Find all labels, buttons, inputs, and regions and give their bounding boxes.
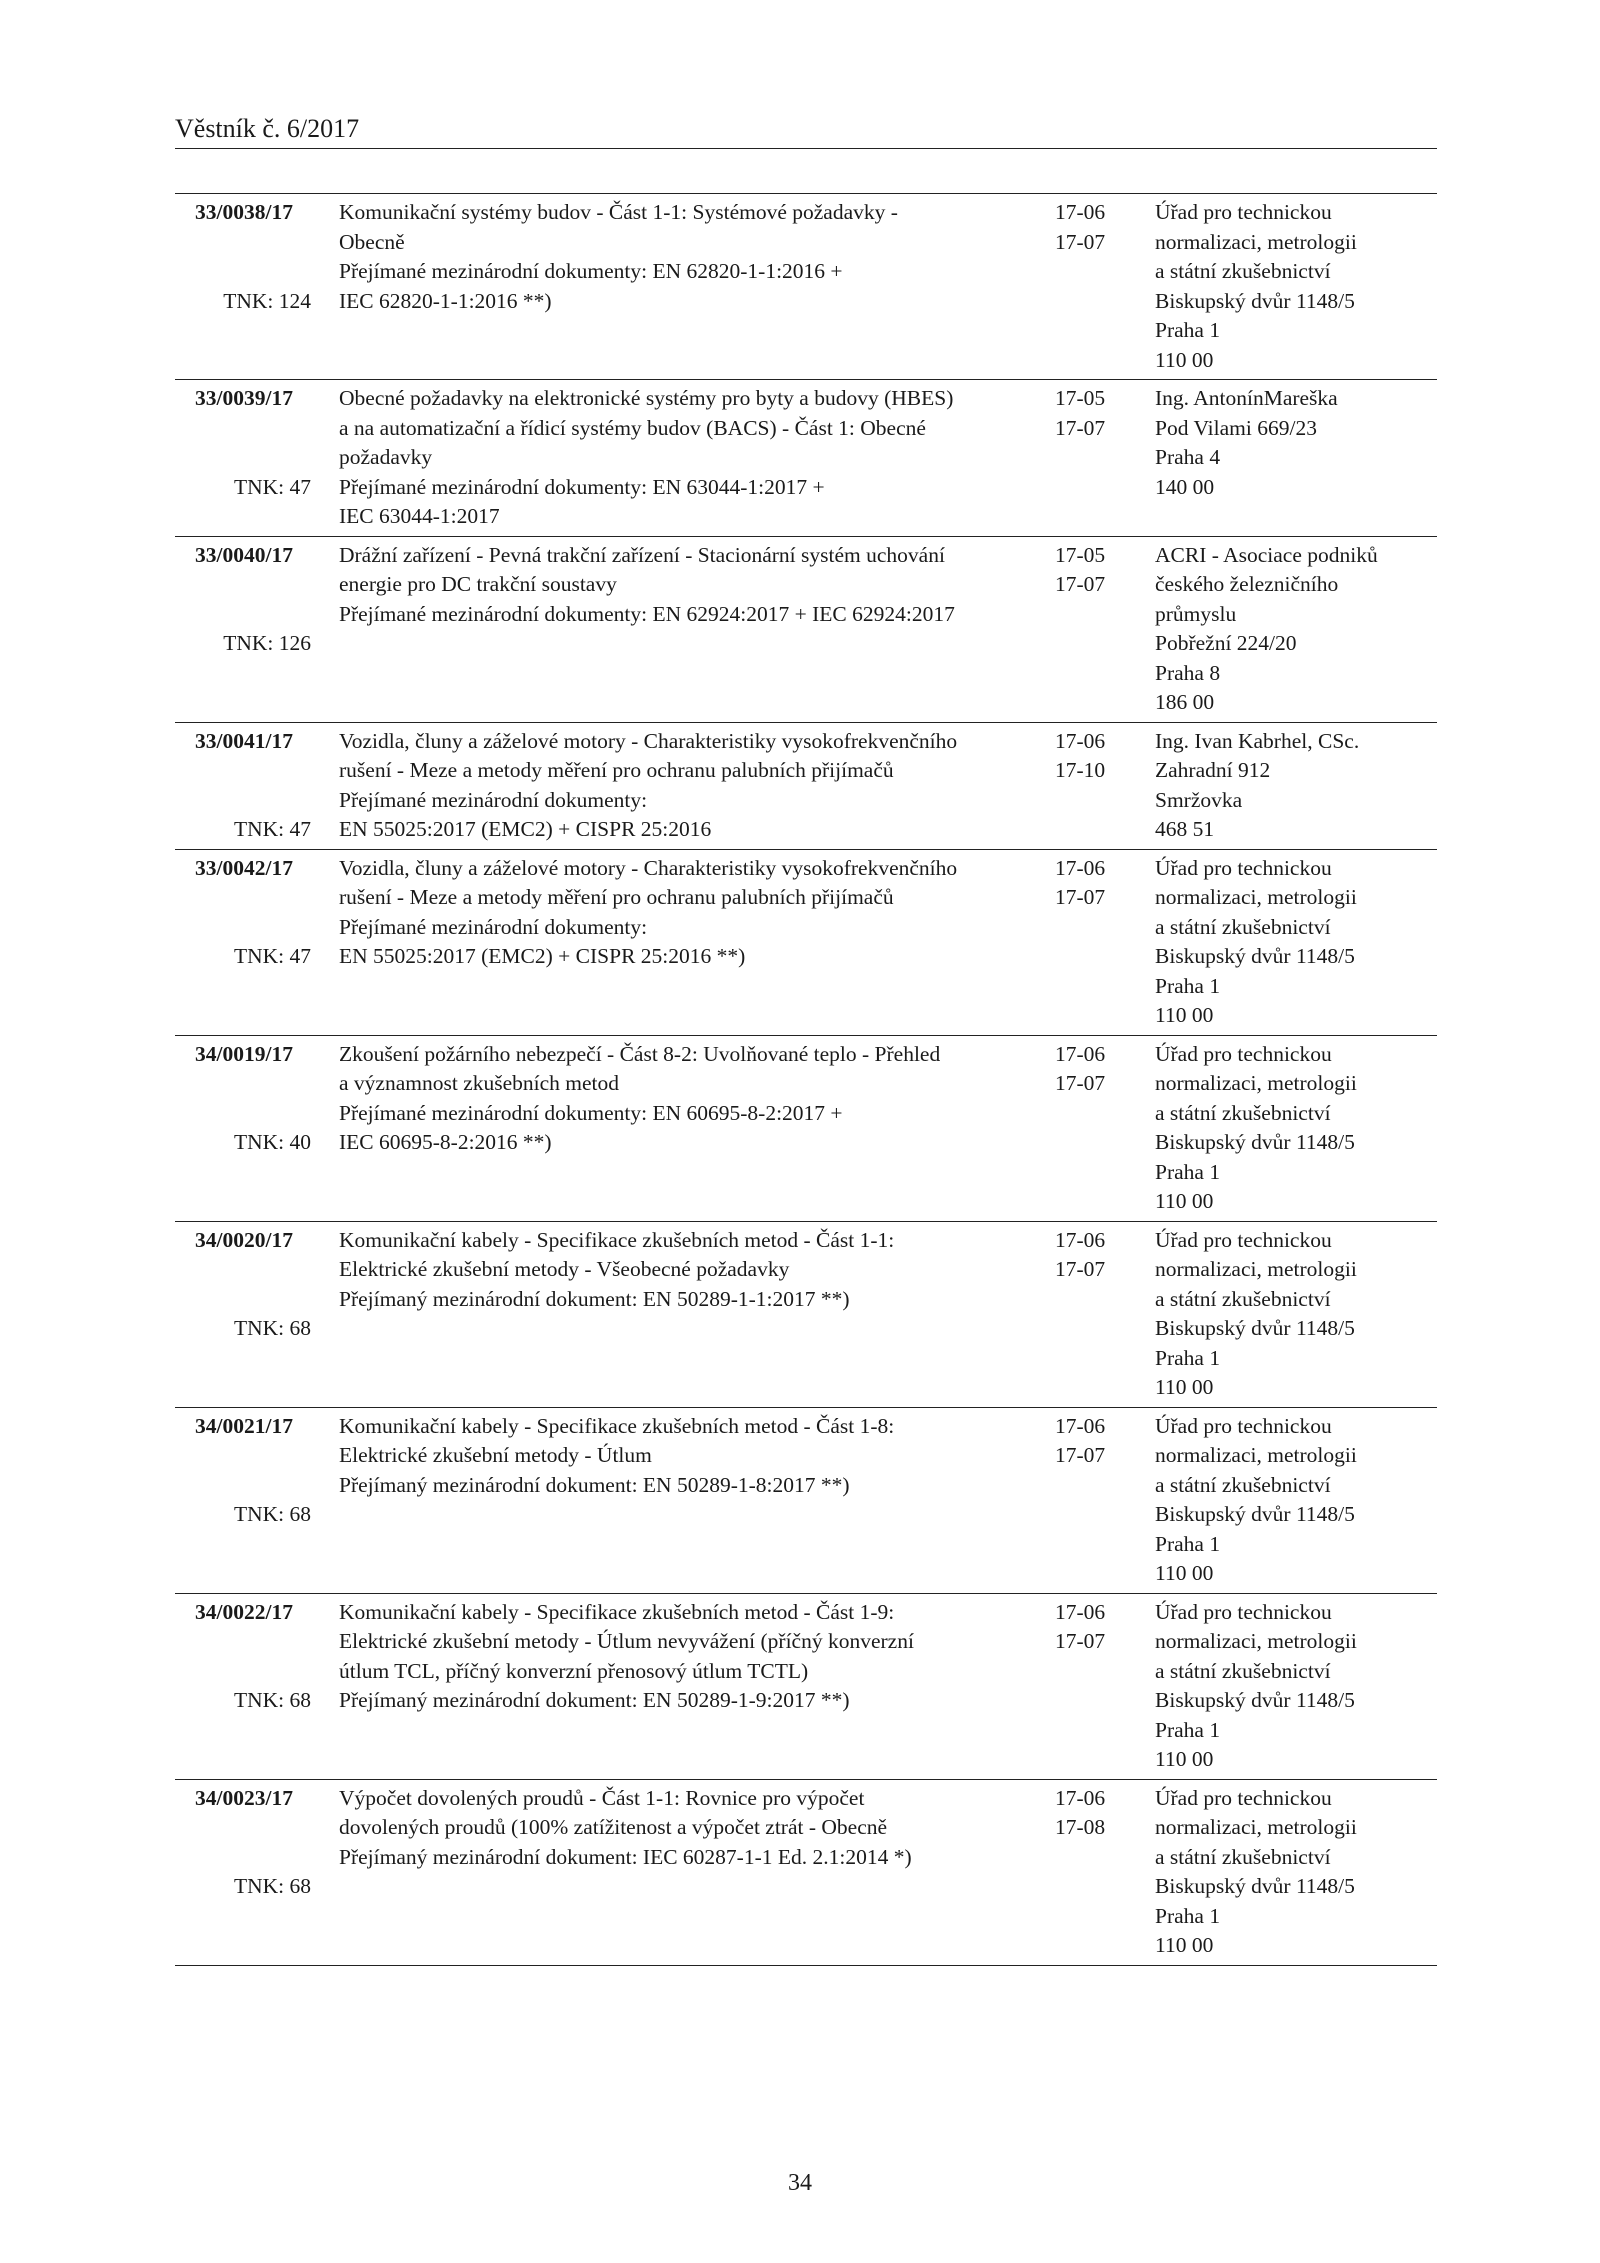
tnk-label: TNK: 47 <box>233 817 311 841</box>
organization-line: Zahradní 912 <box>1155 758 1271 782</box>
organization-line: Úřad pro technickou <box>1155 855 1332 880</box>
organization-line: Úřad pro technickou <box>1155 1227 1332 1252</box>
organization-line: Pod Vilami 669/23 <box>1155 415 1317 440</box>
table-row <box>175 537 1437 723</box>
title-line: Výpočet dovolených proudů - Část 1-1: Rovnice pro výpočet <box>339 1785 865 1810</box>
title-line: Elektrické zkušební metody - Útlum nevyvážení (příčný konverzní <box>339 1629 914 1653</box>
entry-dates-cell <box>1055 727 1155 845</box>
entry-id-cell <box>175 854 325 1031</box>
entry-number: 34/0023/17 <box>195 1785 293 1810</box>
entry-id-cell <box>175 1598 325 1775</box>
organization-line: 110 00 <box>1155 1561 1214 1585</box>
entry-id-cell <box>175 1784 325 1961</box>
table-row <box>175 723 1437 850</box>
organization-line: normalizaci, metrologii <box>1155 1257 1357 1281</box>
entry-title-cell <box>325 384 1055 532</box>
organization-line: 110 00 <box>1155 1933 1214 1957</box>
tnk-label: TNK: 68 <box>233 1688 311 1712</box>
date-line: 17-05 <box>1055 542 1106 567</box>
entry-organization-cell <box>1155 1040 1437 1217</box>
entry-organization-cell <box>1155 384 1437 532</box>
title-line: Přejímané mezinárodní dokumenty: <box>339 787 648 812</box>
tnk-label: TNK: 40 <box>233 1130 311 1154</box>
date-line: 17-07 <box>1055 572 1106 596</box>
tnk-label: TNK: 68 <box>233 1874 311 1898</box>
organization-line: Biskupský dvůr 1148/5 <box>1155 944 1355 968</box>
organization-line: a státní zkušebnictví <box>1155 1472 1331 1497</box>
title-line: Vozidla, čluny a záželové motory - Charakteristiky vysokofrekvenčního <box>339 855 958 880</box>
standards-table <box>175 193 1437 1966</box>
title-line: a na automatizační a řídicí systémy budov (BACS) - Část 1: Obecné <box>339 415 926 440</box>
title-line: Přejímané mezinárodní dokumenty: EN 63044-1:2017 + <box>339 474 825 499</box>
organization-line: Ing. AntonínMareška <box>1155 386 1338 410</box>
organization-line: Praha 1 <box>1155 1903 1221 1928</box>
title-line: Drážní zařízení - Pevná trakční zařízení - Stacionární systém uchování <box>339 542 945 567</box>
date-line: 17-07 <box>1055 1071 1106 1095</box>
title-line: rušení - Meze a metody měření pro ochranu palubních přijímačů <box>339 885 894 909</box>
table-row <box>175 1036 1437 1222</box>
date-line: 17-07 <box>1055 229 1106 254</box>
organization-line: průmyslu <box>1155 601 1237 626</box>
tnk-label: TNK: 124 <box>223 288 311 313</box>
organization-line: a státní zkušebnictví <box>1155 1844 1331 1869</box>
entry-dates-cell <box>1055 1226 1155 1403</box>
title-line: Přejímaný mezinárodní dokument: EN 50289-1-9:2017 **) <box>339 1688 850 1712</box>
entry-number: 33/0042/17 <box>195 855 293 880</box>
organization-line: českého železničního <box>1155 572 1339 596</box>
spacer <box>195 414 325 444</box>
entry-id-cell <box>175 1040 325 1217</box>
title-line: Přejímané mezinárodní dokumenty: EN 62820-1-1:2016 + <box>339 259 843 283</box>
title-line: Přejímaný mezinárodní dokument: EN 50289-1-1:2017 **) <box>339 1286 850 1311</box>
organization-line: 110 00 <box>1155 1375 1214 1399</box>
spacer <box>195 1255 325 1285</box>
organization-line: 110 00 <box>1155 1189 1214 1213</box>
organization-line: Biskupský dvůr 1148/5 <box>1155 1874 1355 1898</box>
organization-line: Úřad pro technickou <box>1155 200 1332 224</box>
organization-line: 468 51 <box>1155 817 1215 841</box>
entry-title-cell <box>325 1598 1055 1775</box>
title-line: Elektrické zkušební metody - Všeobecné požadavky <box>339 1257 790 1281</box>
spacer <box>195 600 325 630</box>
organization-line: Praha 1 <box>1155 1531 1221 1556</box>
organization-line: 140 00 <box>1155 474 1215 499</box>
page-header <box>175 112 1437 149</box>
organization-line: Ing. Ivan Kabrhel, CSc. <box>1155 728 1360 753</box>
spacer <box>195 570 325 600</box>
entry-title-cell <box>325 1226 1055 1403</box>
spacer <box>195 228 325 258</box>
date-line: 17-06 <box>1055 1413 1106 1438</box>
organization-line: normalizaci, metrologii <box>1155 1443 1357 1467</box>
title-line: dovolených proudů (100% zatížitenost a výpočet ztrát - Obecně <box>339 1815 888 1839</box>
entry-organization-cell <box>1155 1226 1437 1403</box>
date-line: 17-06 <box>1055 855 1106 880</box>
title-line: Zkoušení požárního nebezpečí - Část 8-2: Uvolňované teplo - Přehled <box>339 1041 941 1066</box>
organization-line: a státní zkušebnictví <box>1155 1286 1331 1311</box>
entry-organization-cell <box>1155 198 1437 375</box>
spacer <box>195 883 325 913</box>
title-line: a významnost zkušebních metod <box>339 1071 620 1095</box>
organization-line: normalizaci, metrologii <box>1155 1815 1357 1839</box>
organization-line: Praha 1 <box>1155 1717 1221 1742</box>
title-line: EN 55025:2017 (EMC2) + CISPR 25:2016 <box>339 817 712 841</box>
organization-line: a státní zkušebnictví <box>1155 259 1331 283</box>
title-line: Vozidla, čluny a záželové motory - Charakteristiky vysokofrekvenčního <box>339 728 958 753</box>
tnk-label: TNK: 68 <box>233 1502 311 1526</box>
title-line: energie pro DC trakční soustavy <box>339 572 617 596</box>
organization-line: Úřad pro technickou <box>1155 1599 1332 1624</box>
table-row <box>175 1408 1437 1594</box>
entry-number: 34/0019/17 <box>195 1041 293 1066</box>
organization-line: Úřad pro technickou <box>1155 1041 1332 1066</box>
spacer <box>195 1627 325 1657</box>
title-line: Komunikační kabely - Specifikace zkušebních metod - Část 1-8: <box>339 1413 895 1438</box>
entry-number: 33/0039/17 <box>195 386 293 410</box>
title-line: Přejímané mezinárodní dokumenty: EN 60695-8-2:2017 + <box>339 1100 843 1125</box>
date-line: 17-05 <box>1055 386 1106 410</box>
entry-organization-cell <box>1155 1598 1437 1775</box>
date-line: 17-07 <box>1055 885 1106 909</box>
entry-organization-cell <box>1155 727 1437 845</box>
spacer <box>195 1657 325 1687</box>
organization-line: Úřad pro technickou <box>1155 1413 1332 1438</box>
title-line: Přejímaný mezinárodní dokument: IEC 60287-1-1 Ed. 2.1:2014 *) <box>339 1844 912 1869</box>
spacer <box>195 1843 325 1873</box>
title-line: IEC 63044-1:2017 <box>339 504 500 528</box>
date-line: 17-07 <box>1055 415 1106 440</box>
entry-id-cell <box>175 1226 325 1403</box>
title-line: útlum TCL, příčný konverzní přenosový útlum TCTL) <box>339 1658 809 1683</box>
entry-number: 33/0038/17 <box>195 200 293 224</box>
organization-line: Pobřežní 224/20 <box>1155 631 1297 655</box>
entry-dates-cell <box>1055 1040 1155 1217</box>
table-row <box>175 1594 1437 1780</box>
organization-line: Biskupský dvůr 1148/5 <box>1155 1130 1355 1154</box>
entry-title-cell <box>325 541 1055 718</box>
entry-organization-cell <box>1155 854 1437 1031</box>
spacer <box>195 756 325 786</box>
spacer <box>195 1069 325 1099</box>
organization-line: normalizaci, metrologii <box>1155 1071 1357 1095</box>
organization-line: Praha 8 <box>1155 660 1221 685</box>
title-line: IEC 62820-1-1:2016 **) <box>339 288 552 313</box>
organization-line: 110 00 <box>1155 1747 1214 1771</box>
date-line: 17-10 <box>1055 758 1106 782</box>
title-line: Komunikační systémy budov - Část 1-1: Systémové požadavky - <box>339 200 898 224</box>
date-line: 17-07 <box>1055 1629 1106 1653</box>
table-row <box>175 380 1437 537</box>
page-number: 34 <box>788 2170 812 2196</box>
title-line: Přejímané mezinárodní dokumenty: EN 62924:2017 + IEC 62924:2017 <box>339 601 955 626</box>
spacer <box>195 1099 325 1129</box>
date-line: 17-06 <box>1055 1785 1106 1810</box>
entry-dates-cell <box>1055 198 1155 375</box>
spacer <box>195 786 325 816</box>
date-line: 17-06 <box>1055 1041 1106 1066</box>
spacer <box>195 257 325 287</box>
entry-number: 34/0022/17 <box>195 1599 293 1624</box>
title-line: IEC 60695-8-2:2016 **) <box>339 1130 552 1154</box>
organization-line: Biskupský dvůr 1148/5 <box>1155 1502 1355 1526</box>
entry-organization-cell <box>1155 1784 1437 1961</box>
organization-line: Praha 4 <box>1155 445 1221 469</box>
entry-id-cell <box>175 541 325 718</box>
title-line: Elektrické zkušební metody - Útlum <box>339 1443 652 1467</box>
organization-line: Biskupský dvůr 1148/5 <box>1155 288 1355 313</box>
tnk-label: TNK: 47 <box>233 474 311 499</box>
title-line: požadavky <box>339 445 433 469</box>
organization-line: a státní zkušebnictví <box>1155 1658 1331 1683</box>
tnk-label: TNK: 47 <box>233 944 311 968</box>
table-row <box>175 1222 1437 1408</box>
entry-dates-cell <box>1055 854 1155 1031</box>
organization-line: 186 00 <box>1155 690 1215 714</box>
entry-number: 33/0041/17 <box>195 728 293 753</box>
table-row <box>175 850 1437 1036</box>
title-line: rušení - Meze a metody měření pro ochranu palubních přijímačů <box>339 758 894 782</box>
date-line: 17-07 <box>1055 1257 1106 1281</box>
entry-id-cell <box>175 384 325 532</box>
spacer <box>195 443 325 473</box>
spacer <box>195 1813 325 1843</box>
organization-line: ACRI - Asociace podniků <box>1155 542 1378 567</box>
table-row <box>175 1780 1437 1966</box>
entry-title-cell <box>325 854 1055 1031</box>
entry-number: 34/0020/17 <box>195 1227 293 1252</box>
date-line: 17-06 <box>1055 728 1106 753</box>
spacer <box>195 1441 325 1471</box>
entry-dates-cell <box>1055 541 1155 718</box>
entry-dates-cell <box>1055 1784 1155 1961</box>
date-line: 17-07 <box>1055 1443 1106 1467</box>
organization-line: a státní zkušebnictví <box>1155 1100 1331 1125</box>
organization-line: Praha 1 <box>1155 1159 1221 1184</box>
organization-line: Biskupský dvůr 1148/5 <box>1155 1316 1355 1340</box>
date-line: 17-08 <box>1055 1815 1106 1839</box>
title-line: Obecně <box>339 229 405 254</box>
organization-line: Praha 1 <box>1155 1345 1221 1370</box>
entry-title-cell <box>325 198 1055 375</box>
entry-number: 34/0021/17 <box>195 1413 293 1438</box>
organization-line: normalizaci, metrologii <box>1155 1629 1357 1653</box>
spacer <box>195 913 325 943</box>
entry-title-cell <box>325 1040 1055 1217</box>
entry-id-cell <box>175 727 325 845</box>
entry-organization-cell <box>1155 1412 1437 1589</box>
date-line: 17-06 <box>1055 1599 1106 1624</box>
tnk-label: TNK: 68 <box>233 1316 311 1340</box>
organization-line: normalizaci, metrologii <box>1155 885 1357 909</box>
organization-line: 110 00 <box>1155 347 1214 372</box>
organization-line: a státní zkušebnictví <box>1155 914 1331 939</box>
organization-line: normalizaci, metrologii <box>1155 229 1357 254</box>
title-line: EN 55025:2017 (EMC2) + CISPR 25:2016 **) <box>339 944 746 968</box>
journal-title: Věstník č. 6/2017 <box>175 114 360 143</box>
entry-title-cell <box>325 727 1055 845</box>
entry-title-cell <box>325 1412 1055 1589</box>
organization-line: 110 00 <box>1155 1003 1214 1027</box>
organization-line: Praha 1 <box>1155 318 1221 342</box>
title-line: Přejímané mezinárodní dokumenty: <box>339 914 648 939</box>
entry-id-cell <box>175 198 325 375</box>
title-line: Přejímaný mezinárodní dokument: EN 50289-1-8:2017 **) <box>339 1472 850 1497</box>
organization-line: Praha 1 <box>1155 973 1221 998</box>
entry-organization-cell <box>1155 541 1437 718</box>
date-line: 17-06 <box>1055 1227 1106 1252</box>
organization-line: Smržovka <box>1155 787 1243 812</box>
entry-dates-cell <box>1055 1412 1155 1589</box>
entry-number: 33/0040/17 <box>195 542 293 567</box>
spacer <box>195 1285 325 1315</box>
organization-line: Biskupský dvůr 1148/5 <box>1155 1688 1355 1712</box>
entry-dates-cell <box>1055 384 1155 532</box>
entry-title-cell <box>325 1784 1055 1961</box>
date-line: 17-06 <box>1055 200 1106 224</box>
tnk-label: TNK: 126 <box>223 631 311 655</box>
entry-dates-cell <box>1055 1598 1155 1775</box>
organization-line: Úřad pro technickou <box>1155 1785 1332 1810</box>
spacer <box>195 1471 325 1501</box>
title-line: Komunikační kabely - Specifikace zkušebních metod - Část 1-9: <box>339 1599 895 1624</box>
title-line: Komunikační kabely - Specifikace zkušebních metod - Část 1-1: <box>339 1227 895 1252</box>
title-line: Obecné požadavky na elektronické systémy pro byty a budovy (HBES) <box>339 386 954 410</box>
entry-id-cell <box>175 1412 325 1589</box>
table-row <box>175 194 1437 380</box>
